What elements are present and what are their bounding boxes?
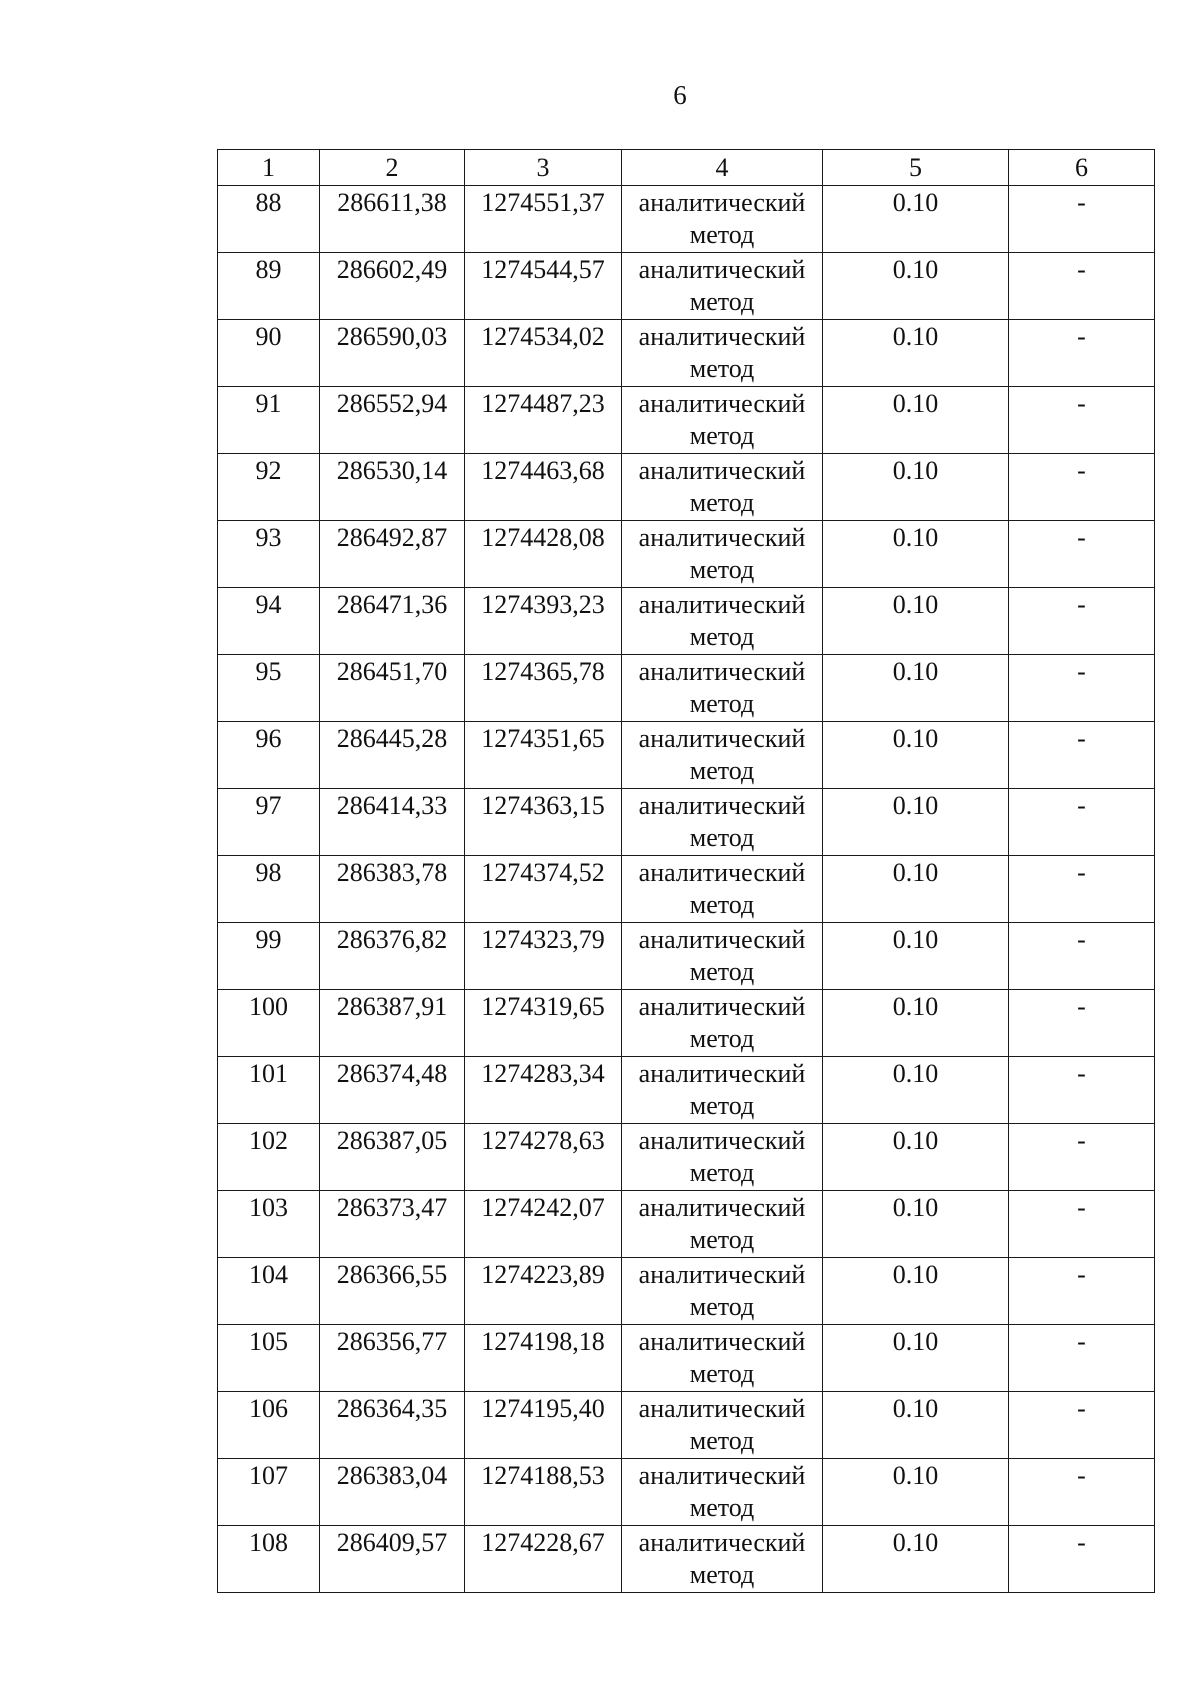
y-coordinate-cell: 1274283,34 xyxy=(465,1057,622,1124)
y-coordinate-cell: 1274198,18 xyxy=(465,1325,622,1392)
accuracy-cell: 0.10 xyxy=(823,990,1009,1057)
note-cell: - xyxy=(1009,387,1155,454)
note-cell: - xyxy=(1009,655,1155,722)
accuracy-cell: 0.10 xyxy=(823,1392,1009,1459)
method-cell: аналитический метод xyxy=(622,923,823,990)
y-coordinate-cell: 1274323,79 xyxy=(465,923,622,990)
method-cell: аналитический метод xyxy=(622,1124,823,1191)
table-row xyxy=(218,320,1155,387)
x-coordinate-cell: 286552,94 xyxy=(320,387,465,454)
header-col-3: 3 xyxy=(465,150,622,186)
y-coordinate-cell: 1274428,08 xyxy=(465,521,622,588)
accuracy-cell: 0.10 xyxy=(823,588,1009,655)
x-coordinate-cell: 286387,05 xyxy=(320,1124,465,1191)
y-coordinate-cell: 1274278,63 xyxy=(465,1124,622,1191)
header-row xyxy=(218,150,1155,186)
method-cell: аналитический метод xyxy=(622,1325,823,1392)
accuracy-cell: 0.10 xyxy=(823,1325,1009,1392)
table-row xyxy=(218,655,1155,722)
point-number-cell: 103 xyxy=(218,1191,320,1258)
coordinates-table xyxy=(217,149,1155,1593)
note-cell: - xyxy=(1009,1526,1155,1593)
point-number-cell: 93 xyxy=(218,521,320,588)
x-coordinate-cell: 286356,77 xyxy=(320,1325,465,1392)
point-number-cell: 99 xyxy=(218,923,320,990)
y-coordinate-cell: 1274228,67 xyxy=(465,1526,622,1593)
method-cell: аналитический метод xyxy=(622,1526,823,1593)
x-coordinate-cell: 286387,91 xyxy=(320,990,465,1057)
point-number-cell: 91 xyxy=(218,387,320,454)
table-header xyxy=(218,150,1155,186)
note-cell: - xyxy=(1009,990,1155,1057)
header-col-4: 4 xyxy=(622,150,823,186)
x-coordinate-cell: 286451,70 xyxy=(320,655,465,722)
y-coordinate-cell: 1274544,57 xyxy=(465,253,622,320)
table-row xyxy=(218,722,1155,789)
x-coordinate-cell: 286590,03 xyxy=(320,320,465,387)
note-cell: - xyxy=(1009,856,1155,923)
method-cell: аналитический метод xyxy=(622,1392,823,1459)
y-coordinate-cell: 1274487,23 xyxy=(465,387,622,454)
point-number-cell: 104 xyxy=(218,1258,320,1325)
point-number-cell: 100 xyxy=(218,990,320,1057)
accuracy-cell: 0.10 xyxy=(823,1124,1009,1191)
method-cell: аналитический метод xyxy=(622,1057,823,1124)
header-col-6: 6 xyxy=(1009,150,1155,186)
accuracy-cell: 0.10 xyxy=(823,789,1009,856)
y-coordinate-cell: 1274374,52 xyxy=(465,856,622,923)
method-cell: аналитический метод xyxy=(622,856,823,923)
table-row xyxy=(218,454,1155,521)
y-coordinate-cell: 1274551,37 xyxy=(465,186,622,253)
y-coordinate-cell: 1274223,89 xyxy=(465,1258,622,1325)
y-coordinate-cell: 1274242,07 xyxy=(465,1191,622,1258)
point-number-cell: 92 xyxy=(218,454,320,521)
method-cell: аналитический метод xyxy=(622,1191,823,1258)
note-cell: - xyxy=(1009,253,1155,320)
x-coordinate-cell: 286373,47 xyxy=(320,1191,465,1258)
accuracy-cell: 0.10 xyxy=(823,856,1009,923)
page-number: 6 xyxy=(673,80,687,110)
note-cell: - xyxy=(1009,1191,1155,1258)
table-row xyxy=(218,923,1155,990)
table-row xyxy=(218,253,1155,320)
y-coordinate-cell: 1274534,02 xyxy=(465,320,622,387)
point-number-cell: 101 xyxy=(218,1057,320,1124)
accuracy-cell: 0.10 xyxy=(823,253,1009,320)
note-cell: - xyxy=(1009,320,1155,387)
point-number-cell: 88 xyxy=(218,186,320,253)
table-row xyxy=(218,1325,1155,1392)
method-cell: аналитический метод xyxy=(622,789,823,856)
method-cell: аналитический метод xyxy=(622,722,823,789)
accuracy-cell: 0.10 xyxy=(823,722,1009,789)
accuracy-cell: 0.10 xyxy=(823,1057,1009,1124)
accuracy-cell: 0.10 xyxy=(823,655,1009,722)
point-number-cell: 98 xyxy=(218,856,320,923)
point-number-cell: 96 xyxy=(218,722,320,789)
point-number-cell: 107 xyxy=(218,1459,320,1526)
note-cell: - xyxy=(1009,454,1155,521)
method-cell: аналитический метод xyxy=(622,990,823,1057)
point-number-cell: 105 xyxy=(218,1325,320,1392)
x-coordinate-cell: 286374,48 xyxy=(320,1057,465,1124)
table-row xyxy=(218,1191,1155,1258)
method-cell: аналитический метод xyxy=(622,1459,823,1526)
accuracy-cell: 0.10 xyxy=(823,186,1009,253)
point-number-cell: 102 xyxy=(218,1124,320,1191)
table-row xyxy=(218,1258,1155,1325)
method-cell: аналитический метод xyxy=(622,454,823,521)
table-row xyxy=(218,789,1155,856)
accuracy-cell: 0.10 xyxy=(823,1526,1009,1593)
point-number-cell: 108 xyxy=(218,1526,320,1593)
y-coordinate-cell: 1274463,68 xyxy=(465,454,622,521)
x-coordinate-cell: 286383,04 xyxy=(320,1459,465,1526)
table-row xyxy=(218,1057,1155,1124)
point-number-cell: 106 xyxy=(218,1392,320,1459)
header-col-5: 5 xyxy=(823,150,1009,186)
y-coordinate-cell: 1274319,65 xyxy=(465,990,622,1057)
x-coordinate-cell: 286530,14 xyxy=(320,454,465,521)
method-cell: аналитический метод xyxy=(622,655,823,722)
x-coordinate-cell: 286611,38 xyxy=(320,186,465,253)
accuracy-cell: 0.10 xyxy=(823,320,1009,387)
note-cell: - xyxy=(1009,1392,1155,1459)
note-cell: - xyxy=(1009,588,1155,655)
y-coordinate-cell: 1274393,23 xyxy=(465,588,622,655)
accuracy-cell: 0.10 xyxy=(823,387,1009,454)
method-cell: аналитический метод xyxy=(622,588,823,655)
y-coordinate-cell: 1274195,40 xyxy=(465,1392,622,1459)
method-cell: аналитический метод xyxy=(622,1258,823,1325)
note-cell: - xyxy=(1009,1325,1155,1392)
table-row xyxy=(218,387,1155,454)
table-row xyxy=(218,990,1155,1057)
table-row xyxy=(218,856,1155,923)
method-cell: аналитический метод xyxy=(622,320,823,387)
x-coordinate-cell: 286376,82 xyxy=(320,923,465,990)
x-coordinate-cell: 286414,33 xyxy=(320,789,465,856)
x-coordinate-cell: 286471,36 xyxy=(320,588,465,655)
point-number-cell: 90 xyxy=(218,320,320,387)
note-cell: - xyxy=(1009,1459,1155,1526)
method-cell: аналитический метод xyxy=(622,387,823,454)
accuracy-cell: 0.10 xyxy=(823,1191,1009,1258)
note-cell: - xyxy=(1009,789,1155,856)
accuracy-cell: 0.10 xyxy=(823,521,1009,588)
y-coordinate-cell: 1274351,65 xyxy=(465,722,622,789)
note-cell: - xyxy=(1009,186,1155,253)
table-row xyxy=(218,1526,1155,1593)
note-cell: - xyxy=(1009,1258,1155,1325)
point-number-cell: 89 xyxy=(218,253,320,320)
note-cell: - xyxy=(1009,923,1155,990)
accuracy-cell: 0.10 xyxy=(823,923,1009,990)
y-coordinate-cell: 1274188,53 xyxy=(465,1459,622,1526)
note-cell: - xyxy=(1009,521,1155,588)
method-cell: аналитический метод xyxy=(622,521,823,588)
method-cell: аналитический метод xyxy=(622,186,823,253)
x-coordinate-cell: 286492,87 xyxy=(320,521,465,588)
note-cell: - xyxy=(1009,1124,1155,1191)
table-row xyxy=(218,521,1155,588)
y-coordinate-cell: 1274363,15 xyxy=(465,789,622,856)
accuracy-cell: 0.10 xyxy=(823,1459,1009,1526)
note-cell: - xyxy=(1009,722,1155,789)
x-coordinate-cell: 286364,35 xyxy=(320,1392,465,1459)
x-coordinate-cell: 286366,55 xyxy=(320,1258,465,1325)
x-coordinate-cell: 286445,28 xyxy=(320,722,465,789)
x-coordinate-cell: 286409,57 xyxy=(320,1526,465,1593)
header-col-1: 1 xyxy=(218,150,320,186)
method-cell: аналитический метод xyxy=(622,253,823,320)
table-row xyxy=(218,186,1155,253)
table-row xyxy=(218,1392,1155,1459)
accuracy-cell: 0.10 xyxy=(823,454,1009,521)
header-col-2: 2 xyxy=(320,150,465,186)
accuracy-cell: 0.10 xyxy=(823,1258,1009,1325)
point-number-cell: 94 xyxy=(218,588,320,655)
table-row xyxy=(218,588,1155,655)
note-cell: - xyxy=(1009,1057,1155,1124)
y-coordinate-cell: 1274365,78 xyxy=(465,655,622,722)
point-number-cell: 95 xyxy=(218,655,320,722)
table-body xyxy=(218,186,1155,1593)
point-number-cell: 97 xyxy=(218,789,320,856)
x-coordinate-cell: 286383,78 xyxy=(320,856,465,923)
table-row xyxy=(218,1124,1155,1191)
x-coordinate-cell: 286602,49 xyxy=(320,253,465,320)
table-row xyxy=(218,1459,1155,1526)
